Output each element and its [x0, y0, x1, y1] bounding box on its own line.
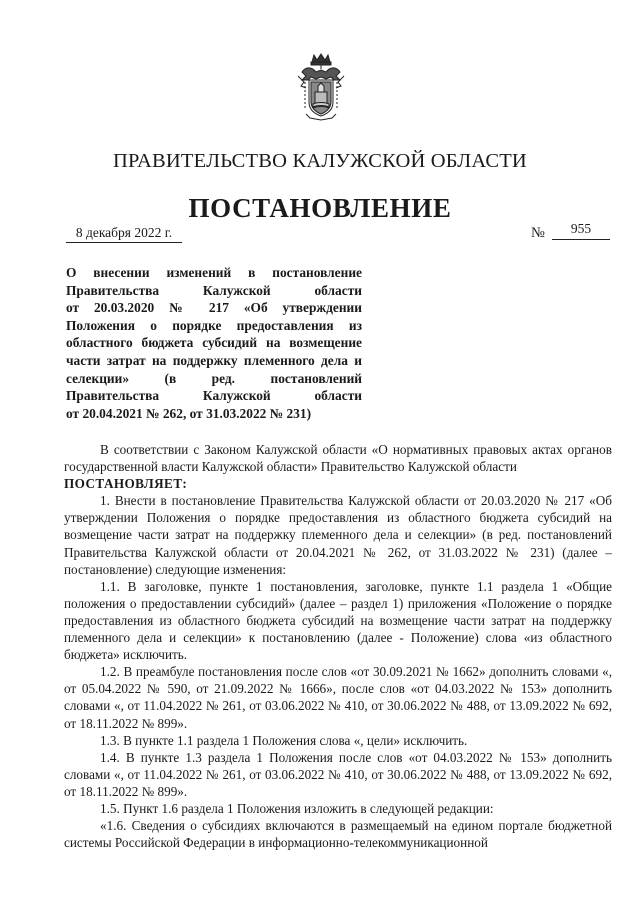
- document-number: 955: [552, 221, 610, 240]
- decree-line: [64, 475, 612, 492]
- body-paragraph: «1.6. Сведения о субсидиях включаются в размещаемый на едином портале бюджетной системы Российской Федерации в информационно-телекоммуникационной: [64, 818, 612, 851]
- subject-line: Правительства Калужской области: [66, 388, 362, 404]
- subject-line: О внесении изменений в постановление: [66, 265, 362, 280]
- decree-word: ПОСТАНОВЛЯЕТ:: [64, 476, 188, 492]
- body-paragraph: 1.4. В пункте 1.3 раздела 1 Положения после слов «от 04.03.2022 № 153» дополнить словами «, от 11.04.2022 № 261, от 03.06.2022 № 410, от 30.06.2022 № 488, от 13.09.2022 № 692, от 18.11.2022 № 899».: [64, 749, 612, 799]
- coat-of-arms-emblem: [296, 52, 346, 122]
- body-paragraph: 1.1. В заголовке, пункте 1 постановления, заголовке, пункте 1.1 раздела 1 «Общие положения о предоставлении субсидий» (далее – раздел 1) приложения «Положение о порядке предоставления из областного бюджета субсидий на возмещение части затрат на поддержку племенного дела и селекции» к постановлению (далее - Положение) слова «из областного бюджета» исключить.: [64, 578, 612, 663]
- subject-line: части затрат на поддержку племенного дела и: [66, 352, 362, 368]
- document-subject: [66, 264, 362, 422]
- subject-line: селекции» (в ред. постановлений: [66, 370, 362, 386]
- document-body: [64, 441, 612, 851]
- document-type-heading: ПОСТАНОВЛЕНИЕ: [188, 193, 452, 223]
- number-label: №: [531, 225, 545, 241]
- body-paragraph: 1. Внести в постановление Правительства Калужской области от 20.03.2020 № 217 «Об утверждении Положения о порядке предоставления из областного бюджета субсидий на возмещение части затрат на поддержку племенного дела и селекции» (в ред. постановлений Правительства Калужской области от 20.04.2021 № 262, от 31.03.2022 № 231) (далее – постановление) следующие изменения:: [64, 493, 612, 577]
- subject-line: от 20.03.2020 № 217 «Об утверждении: [66, 300, 362, 316]
- subject-line: Правительства Калужской области: [66, 282, 362, 298]
- subject-line: Положения о порядке предоставления из: [66, 317, 362, 333]
- body-paragraph: 1.5. Пункт 1.6 раздела 1 Положения изложить в следующей редакции:: [100, 800, 494, 816]
- body-paragraph: 1.3. В пункте 1.1 раздела 1 Положения слова «, цели» исключить.: [100, 732, 468, 748]
- government-title: ПРАВИТЕЛЬСТВО КАЛУЖСКОЙ ОБЛАСТИ: [113, 150, 527, 172]
- preamble-paragraph: В соответствии с Законом Калужской области «О нормативных правовых актах органов государственной власти Калужской области» Правительство Калужской области: [64, 442, 612, 475]
- subject-line: от 20.04.2021 № 262, от 31.03.2022 № 231): [66, 405, 312, 421]
- document-date: 8 декабря 2022 г.: [66, 225, 182, 243]
- body-paragraph: 1.2. В преамбуле постановления после слов «от 30.09.2021 № 1662» дополнить словами «, от 05.04.2022 № 590, от 21.09.2022 № 1666», после слов «от 04.03.2022 № 153» дополнить словами «, от 11.04.2022 № 261, от 03.06.2022 № 410, от 30.06.2022 № 488, от 13.09.2022 № 692, от 18.11.2022 № 899».: [64, 664, 612, 731]
- subject-line: областного бюджета субсидий на возмещение: [66, 335, 362, 351]
